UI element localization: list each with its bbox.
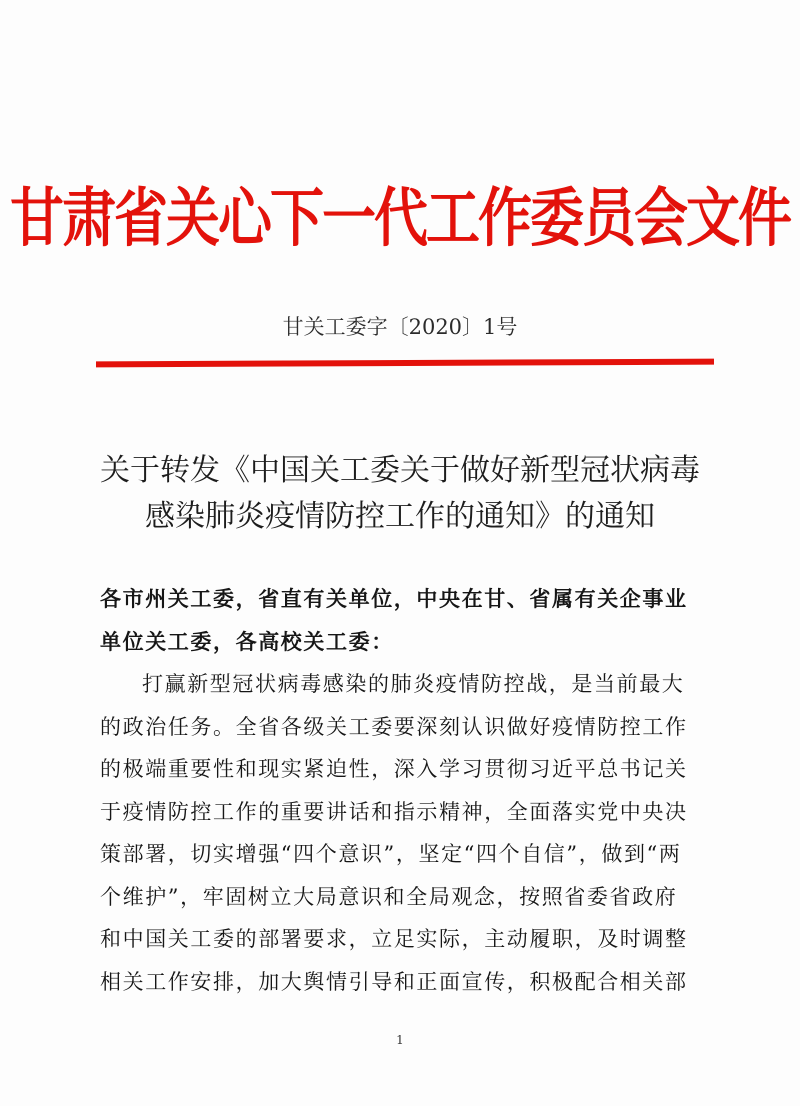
paragraph-line: 的政治任务。全省各级关工委要深刻认识做好疫情防控工作 (100, 714, 688, 739)
paragraph-line: 和中国关工委的部署要求，立足实际，主动履职，及时调整 (100, 927, 688, 951)
paragraph-line: 相关工作安排，加大舆情引导和正面宣传，积极配合相关部 (100, 969, 688, 994)
paragraph-line: 打赢新型冠状病毒感染的肺炎疫情防控战，是当前最大 (142, 672, 685, 696)
document-body (100, 578, 688, 1003)
notice-title-line-1: 关于转发《中国关工委关于做好新型冠状病毒 (100, 453, 700, 488)
notice-title-line-2: 感染肺炎疫情防控工作的通知》的通知 (145, 499, 655, 534)
paragraph-line: 的极端重要性和现实紧迫性，深入学习贯彻习近平总书记关 (100, 757, 688, 781)
addressee-line-2: 单位关工委，各高校关工委： (100, 629, 394, 654)
paragraph-line: 策部署，切实增强“四个意识”，坚定“四个自信”，做到“两 (100, 842, 682, 866)
paragraph-line: 于疫情防控工作的重要讲话和指示精神，全面落实党中央决 (100, 799, 688, 824)
addressee-line-1: 各市州关工委，省直有关单位，中央在甘、省属有关企事业 (100, 587, 688, 611)
document-number: 甘关工委字〔2020〕1号 (282, 315, 518, 339)
notice-title (60, 448, 740, 540)
red-header-organization-name: 甘肃省关心下一代工作委员会文件 (10, 180, 790, 256)
page-number: 1 (396, 1033, 404, 1047)
paragraph-line: 个维护”，牢固树立大局意识和全局观念，按照省委省政府 (100, 884, 678, 909)
red-separator-line (96, 359, 714, 368)
